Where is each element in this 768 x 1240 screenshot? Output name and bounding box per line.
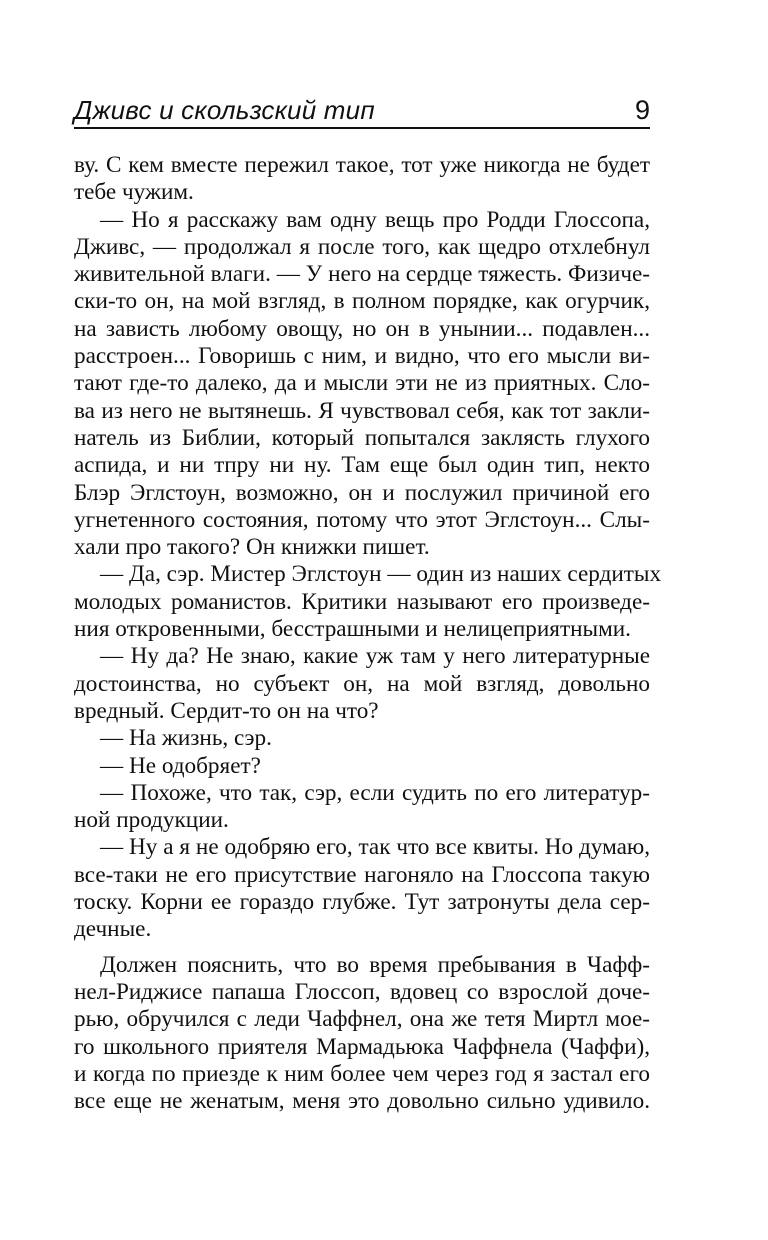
- text-line: — Но я расскажу вам одну вещь про Родди Глоссопа,: [100, 206, 650, 233]
- text-line: тают где-то далеко, да и мысли эти не из приятных. Сло-: [74, 370, 650, 397]
- paragraph-gap: [74, 944, 650, 952]
- page-number: 9: [634, 95, 650, 125]
- text-line: молодых романистов. Критики называют его произведе-: [74, 588, 650, 615]
- text-line: — Похоже, что так, сэр, если судить по его литератур-: [100, 779, 650, 806]
- text-line: Должен пояснить, что во время пребывания в Чафф-: [100, 951, 650, 978]
- text-line: ву. С кем вместе пережил такое, тот уже никогда не будет: [74, 152, 650, 178]
- text-line: угнетенного состояния, потому что этот Эглстоун... Слы-: [74, 506, 650, 533]
- text-line: рью, обручился с леди Чаффнел, она же тетя Миртл мое-: [74, 1006, 650, 1033]
- text-line: Блэр Эглстоун, возможно, он и послужил причиной его: [74, 479, 650, 506]
- text-line: нел-Риджисе папаша Глоссоп, вдовец со взрослой доче-: [74, 978, 650, 1005]
- text-line: ния откровенными, бесстрашными и нелицеприятными.: [74, 616, 631, 643]
- text-line: достоинства, но субъект он, на мой взгляд, довольно: [74, 670, 650, 697]
- text-line: натель из Библии, который попытался заклясть глухого: [74, 424, 650, 451]
- text-line: — Не одобряет?: [100, 752, 261, 779]
- running-head: [74, 93, 650, 129]
- text-line: ва из него не вытянешь. Я чувствовал себя, как тот закли-: [74, 397, 650, 424]
- text-line: тоску. Корни ее гораздо глубже. Тут затронуты дела сер-: [74, 889, 650, 916]
- running-title: Дживс и скользский тип: [74, 95, 375, 125]
- text-line: — Ну да? Не знаю, какие уж там у него литературные: [100, 643, 650, 670]
- body-text: [74, 152, 662, 1115]
- text-line: на зависть любому овощу, но он в унынии... подавлен...: [74, 315, 650, 342]
- text-line: — Да, сэр. Мистер Эглстоун — один из наших сердитых: [100, 561, 662, 588]
- text-line: ски-то он, на мой взгляд, в полном порядке, как огурчик,: [74, 288, 650, 315]
- text-line: вредный. Сердит-то он на что?: [74, 697, 379, 724]
- text-line: хали про такого? Он книжки пишет.: [74, 534, 430, 561]
- text-line: го школьного приятеля Мармадьюка Чаффнела (Чаффи),: [74, 1033, 650, 1060]
- text-line: — На жизнь, сэр.: [100, 725, 272, 752]
- text-line: Дживс, — продолжал я после того, как щедро отхлебнул: [74, 233, 650, 260]
- text-line: ной продукции.: [74, 807, 229, 834]
- text-line: живительной влаги. — У него на сердце тяжесть. Физиче-: [74, 261, 650, 288]
- text-line: тебе чужим.: [74, 179, 194, 206]
- text-line: расстроен... Говоришь с ним, и видно, что его мысли ви-: [74, 343, 650, 370]
- text-line: — Ну а я не одобряю его, так что все квиты. Но думаю,: [100, 834, 650, 861]
- text-line: и когда по приезде к ним более чем через год я застал его: [74, 1060, 650, 1087]
- text-line: аспида, и ни тпру ни ну. Там еще был один тип, некто: [74, 452, 650, 479]
- text-line: все еще не женатым, меня это довольно сильно удивило.: [74, 1088, 650, 1115]
- text-line: все-таки не его присутствие нагоняло на Глоссопа такую: [74, 861, 650, 888]
- text-line: дечные.: [74, 916, 152, 943]
